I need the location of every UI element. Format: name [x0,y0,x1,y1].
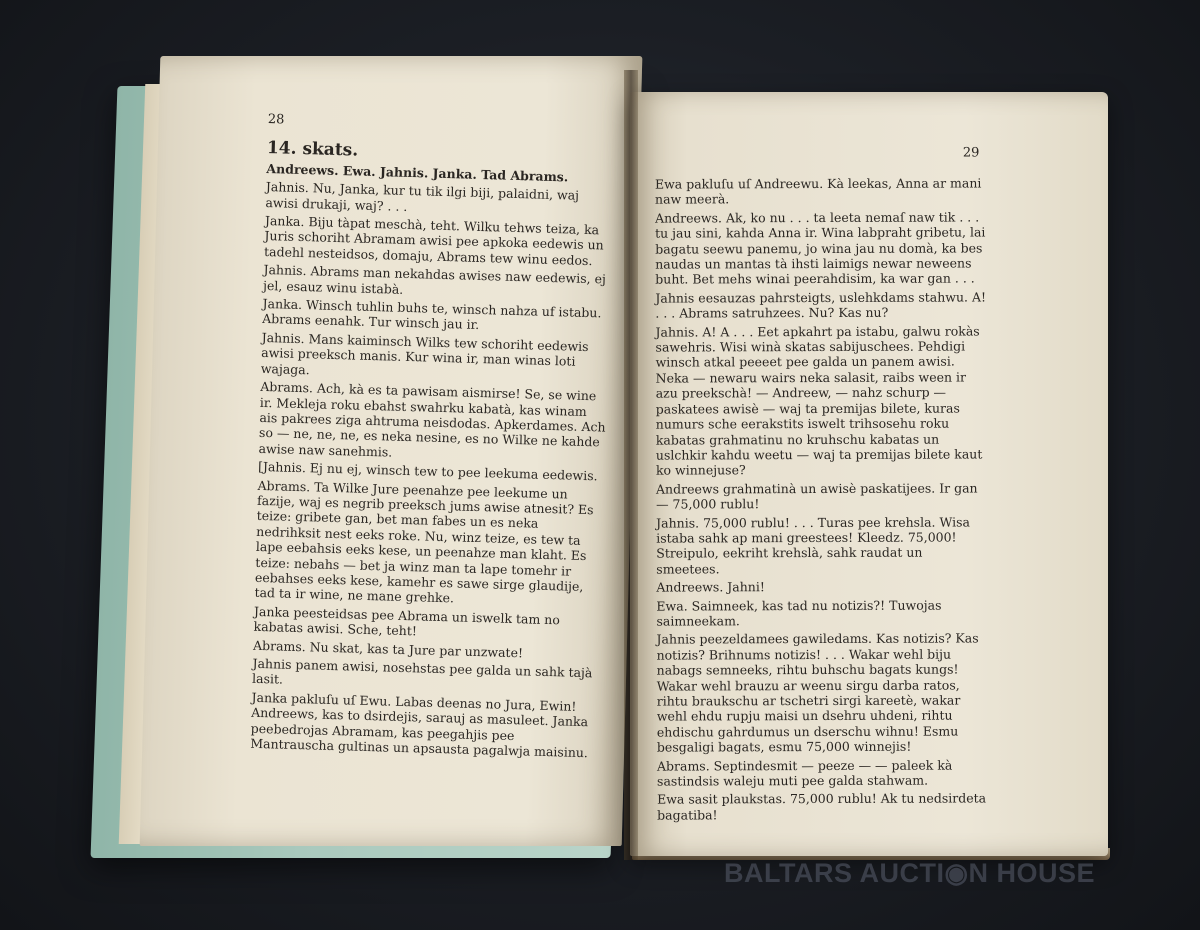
paragraph: Ewa. Saimneek, kas tad nu notizis?! Tuwojas saimneekam. [656,597,942,629]
paragraph: [Jahnis. Ej nu ej, winsch tew to pee leekuma eedewis. [257,458,598,484]
cast-line: Andreews. Ewa. Jahnis. Janka. Tad Abrams. [266,160,569,185]
paragraph: Jahnis. Abrams man nekahdas awises naw eedewis, ej jel, esauz winu istabà. [262,262,607,297]
right-page-number: 29 [962,145,980,161]
right-page-text [655,145,989,825]
paragraph: Ewa pakluſu uſ Andreewu. Kà leekas, Anna ar mani naw meerà. [654,175,982,207]
paragraph: Jahnis. Nu, Janka, kur tu tik ilgi biji, palaidni, waj awisi drukaji, waj? . . . [265,179,580,214]
paragraph: Andreews. Jahni! [656,579,765,595]
paragraph: Jahnis peezeldamees gawiledams. Kas notizis? Kas notizis? Brihnums notizis! . . . Wakar wehl biju nabags semneeks, rihtu buhschu bagats kungs! Wakar wehl brauzu ar weenu sirgu darba ratos, rihtu braukschu ar tschetri sirgi kareetè, wakar wehl ehdu rupju maisi un dsehru uhdeni, rihtu ehdischu gahrdumus un dserschu wihnu! Esmu besgaligi bagats, esmu 75,000 winnejis! [656,630,979,755]
auction-house-watermark: BALTARS AUCTI◉N HOUSE [724,858,1096,888]
paragraph: Andreews grahmatinà un awisè paskatijees. Ir gan — 75,000 rublu! [655,480,978,512]
paragraph: Ewa sasit plaukstas. 75,000 rublu! Ak tu nedsirdeta bagatiba! [657,790,987,823]
book-gutter [624,70,638,860]
left-page-text [250,112,616,764]
paragraph: Abrams. Ach, kà es ta pawisam aismirse! Se, se wine ir. Mekleja roku ebahst swahrku kabatà, kas winam ais pakrees ziga ahtruma neisdodas. Apkerdames. Ach so — ne, ne, ne, es neka nesine, es no Wilke ne kahde awise naw sanehmis. [258,378,606,460]
paragraph: Janka. Winsch tuhlin buhs te, winsch nahza uf istabu. Abrams eenahk. Tur winsch jau ir. [262,295,602,333]
paragraph: Abrams. Ta Wilke Jure peenahze pee leekume un fazije, waj es negrib preeksch jums awise atnesit? Es teize: gribete gan, bet man fabes un es neka nedrihksit nest eeks roke. Nu, winz teize, es tew ta lape eebahsis eeks kese, un peenahze man klaht. Es teize: nebahs — bet ja winz man ta lape tomehr ir eebahses eeks kese, kamehr es sawe sirge glaudije, tad ta ir wine, ne mane grehke. [254,477,594,606]
left-page-number: 28 [267,112,285,128]
paragraph: Jahnis panem awisi, nosehstas pee galda un sahk tajà lasit. [251,655,593,688]
paragraph: Abrams. Septindesmit — peeze — — paleek kà sastindsis waleju muti pee galda stahwam. [656,757,953,789]
paragraph: Abrams. Nu skat, kas ta Jure par unzwate! [252,637,524,660]
paragraph: Janka pakluſu uſ Ewu. Labas deenas no Jura, Ewin! Andreews, kas to dsirdejis, sarauj as masuleet. Janka peebedrojas Abramam, kas peegahjis pee Mantrauscha gultinas un apsausta pagalwja maisinu. [250,689,589,761]
scene-heading: 14. skats. [266,138,359,161]
paragraph: Jahnis eesauzas pahrsteigts, uslehkdams stahwu. A! . . . Abrams satruhzees. Nu? Kas nu? [655,289,987,321]
paragraph: Jahnis. 75,000 rublu! . . . Turas pee krehsla. Wisa istaba sahk ap mani greestees! Kleedz. 75,000! Streipulo, eekriht krehslà, sahk raudat un smeetees. [656,514,970,577]
paragraph: Jahnis. A! A . . . Eet apkahrt pa istabu, galwu rokàs sawehris. Wisi winà skatas sabijuschees. Pehdigi winsch atkal peeeet pee galda un panem awisi. Neka — newaru wairs neka salasit, raibs ween ir azu preekschà! — Andreew, — nahz schurp — paskatees awisè — waj ta premijas bilete, kuras numurs sche eerakstits iswelt trihsosehu roku kabatas grahmatinu no kruhschu kabatas un uslchkir kahdu weetu — waj ta premijas bilete kaut ko winnejuse? [655,323,983,478]
paragraph: Janka. Biju tàpat meschà, teht. Wilku tehws teiza, ka Juris schoriht Abramam awisi pee apkoka eedewis un tadehl nesteidsos, domaju, Abrams tew winu eedos. [263,212,604,268]
paragraph: Jahnis. Mans kaiminsch Wilks tew schoriht eedewis awisi preeksch manis. Kur wina ir, man winas loti wajaga. [260,329,589,377]
paragraph: Janka peesteidsas pee Abrama un iswelk tam no kabatas awisi. Sche, teht! [253,603,561,639]
paragraph: Andreews. Ak, ko nu . . . ta leeta nemaſ naw tik . . . tu jau sini, kahda Anna ir. Wina labpraht gribetu, lai bagatu seewu panemu, jo wina jau nu domà, ka bes naudas un mantas tà ihsti laimigs newar neweens buht. Bet mehs winai peerahdisim, ka war gan . . . [655,209,986,288]
